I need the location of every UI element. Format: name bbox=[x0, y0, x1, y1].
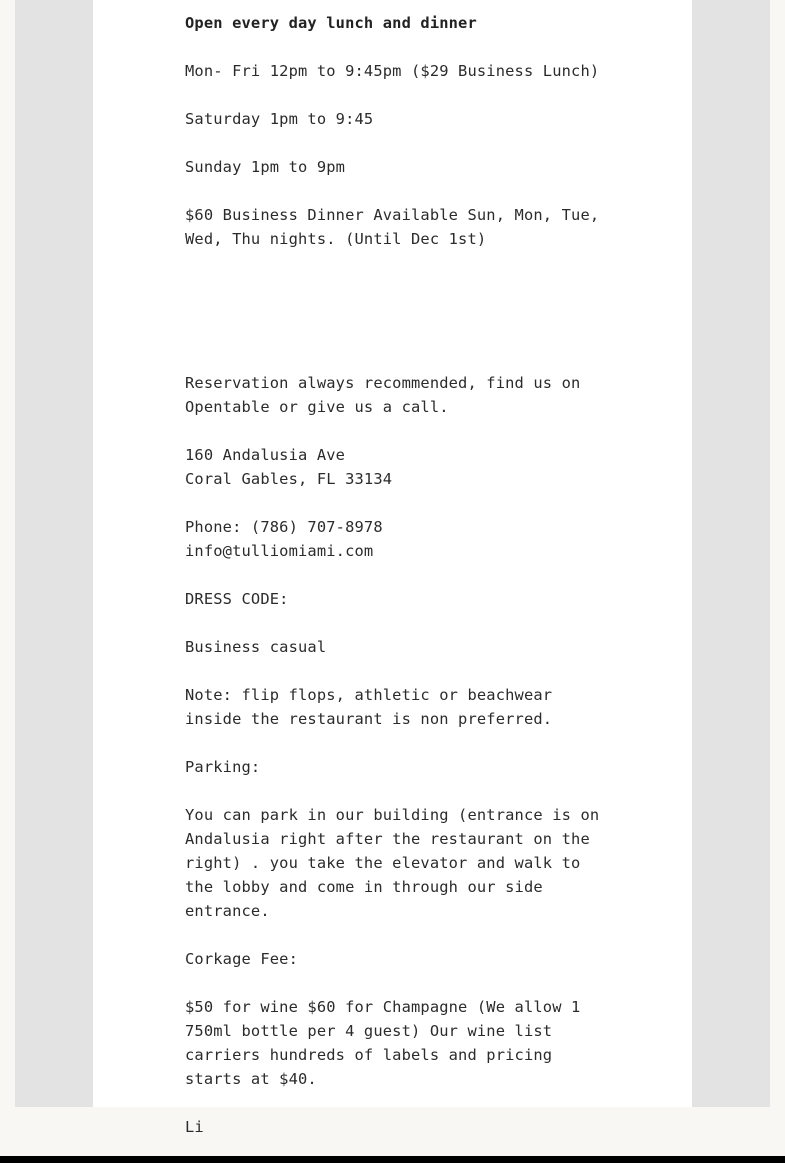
address-street: 160 Andalusia Ave bbox=[185, 446, 346, 464]
contact-block bbox=[185, 515, 615, 563]
corkage-heading: Corkage Fee: bbox=[185, 950, 298, 968]
address-block bbox=[185, 443, 615, 491]
blank-spacer bbox=[185, 275, 615, 371]
corkage-text: $50 for wine $60 for Champagne (We allow 1 750ml bottle per 4 guest) Our wine list carriers hundreds of labels and pricing starts at $40. bbox=[185, 998, 581, 1088]
page-margin-left bbox=[0, 0, 15, 1107]
dress-code-heading: DRESS CODE: bbox=[185, 590, 289, 608]
hours-heading: Open every day lunch and dinner bbox=[185, 14, 477, 32]
phone-number[interactable]: Phone: (786) 707-8978 bbox=[185, 518, 383, 536]
page-margin-right bbox=[770, 0, 785, 1107]
business-dinner-note: $60 Business Dinner Available Sun, Mon, Tue, Wed, Thu nights. (Until Dec 1st) bbox=[185, 206, 600, 248]
address-city: Coral Gables, FL 33134 bbox=[185, 470, 393, 488]
info-content-panel bbox=[93, 0, 692, 1136]
email-link[interactable]: info@tulliomiami.com bbox=[185, 542, 374, 560]
bottom-edge-bar bbox=[0, 1156, 785, 1163]
hours-weekday: Mon- Fri 12pm to 9:45pm ($29 Business Lunch) bbox=[185, 62, 600, 80]
hours-saturday: Saturday 1pm to 9:45 bbox=[185, 110, 374, 128]
cutoff-text: Li bbox=[185, 1118, 204, 1136]
reservation-note: Reservation always recommended, find us on Opentable or give us a call. bbox=[185, 374, 581, 416]
hours-sunday: Sunday 1pm to 9pm bbox=[185, 158, 346, 176]
parking-text: You can park in our building (entrance is on Andalusia right after the restaurant on the right) . you take the elevator and walk to the lobby and come in through our side entrance. bbox=[185, 806, 600, 920]
restaurant-info-text bbox=[185, 11, 615, 1163]
dress-code-value: Business casual bbox=[185, 638, 327, 656]
parking-heading: Parking: bbox=[185, 758, 261, 776]
dress-code-note: Note: flip flops, athletic or beachwear inside the restaurant is non preferred. bbox=[185, 686, 553, 728]
